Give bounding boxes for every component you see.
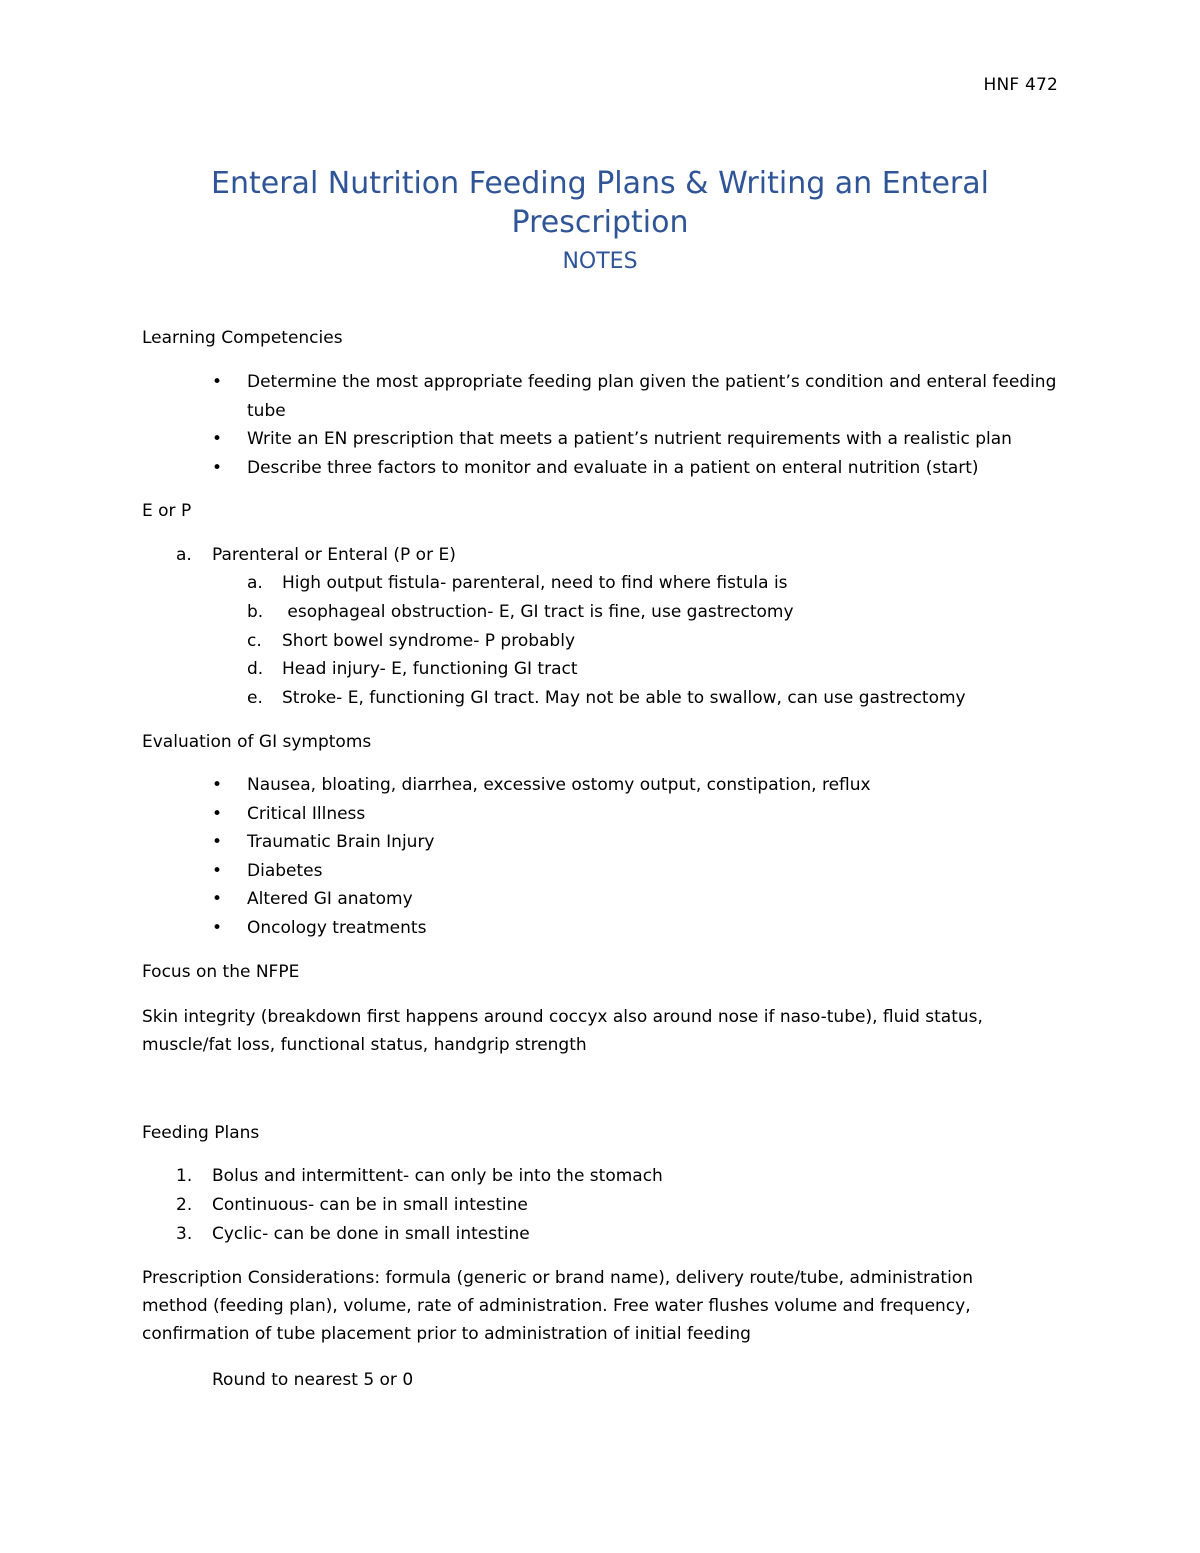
list-item: c. Short bowel syndrome- P probably bbox=[247, 630, 576, 651]
nfpe-text-line-2: muscle/fat loss, functional status, handgrip strength bbox=[142, 1035, 587, 1055]
e-or-p-outer-marker: a. bbox=[176, 545, 192, 565]
e-or-p-outer-label: Parenteral or Enteral (P or E) bbox=[212, 545, 456, 565]
bullet-icon: • bbox=[212, 889, 223, 909]
bullet-icon: • bbox=[212, 832, 223, 852]
title-line-1: Enteral Nutrition Feeding Plans & Writing an Enteral bbox=[211, 166, 989, 201]
bullet-icon: • bbox=[212, 917, 223, 938]
list-item: • Determine the most appropriate feeding plan given the patient’s condition and enteral feeding tube bbox=[142, 368, 1062, 425]
list-item: • Nausea, bloating, diarrhea, excessive ostomy output, constipation, reflux bbox=[142, 771, 1062, 800]
bullet-icon: • bbox=[212, 429, 223, 449]
list-item: • Describe three factors to monitor and evaluate in a patient on enteral nutrition (start) bbox=[142, 454, 1062, 483]
gi-heading: Evaluation of GI symptoms bbox=[142, 732, 372, 752]
page-title bbox=[0, 164, 1200, 242]
list-item: a. High output fistula- parenteral, need to find where fistula is bbox=[247, 573, 788, 593]
e-or-p-list bbox=[247, 569, 1167, 713]
list-item: 2. Continuous- can be in small intestine bbox=[176, 1194, 528, 1215]
bullet-icon: • bbox=[212, 775, 223, 795]
course-code-header: HNF 472 bbox=[983, 75, 1058, 95]
list-item: d. Head injury- E, functioning GI tract bbox=[247, 659, 578, 680]
bullet-icon: • bbox=[212, 803, 223, 824]
page-subtitle: NOTES bbox=[562, 249, 638, 274]
bullet-icon: • bbox=[212, 860, 223, 881]
prescription-line-1: Prescription Considerations: formula (generic or brand name), delivery route/tube, administration bbox=[142, 1268, 973, 1288]
list-item: • Diabetes bbox=[142, 857, 1062, 886]
prescription-line-3: confirmation of tube placement prior to administration of initial feeding bbox=[142, 1324, 751, 1344]
list-item: • Write an EN prescription that meets a patient’s nutrient requirements with a realistic plan bbox=[142, 425, 1062, 454]
list-item: • Altered GI anatomy bbox=[142, 885, 1062, 914]
nfpe-heading: Focus on the NFPE bbox=[142, 962, 300, 982]
e-or-p-heading: E or P bbox=[142, 501, 192, 521]
list-item: 3. Cyclic- can be done in small intestine bbox=[176, 1223, 530, 1244]
rounding-note: Round to nearest 5 or 0 bbox=[212, 1370, 414, 1390]
learning-list bbox=[142, 368, 1062, 482]
list-item: • Critical Illness bbox=[142, 800, 1062, 829]
list-item: b. esophageal obstruction- E, GI tract is fine, use gastrectomy bbox=[247, 601, 794, 622]
title-line-2: Prescription bbox=[511, 205, 689, 240]
gi-list bbox=[142, 771, 1062, 942]
nfpe-text-line-1: Skin integrity (breakdown first happens around coccyx also around nose if naso-tube), fluid status, bbox=[142, 1007, 983, 1027]
feeding-heading: Feeding Plans bbox=[142, 1123, 260, 1143]
bullet-icon: • bbox=[212, 457, 223, 478]
learning-heading: Learning Competencies bbox=[142, 328, 343, 348]
bullet-icon: • bbox=[212, 372, 223, 392]
feeding-list bbox=[176, 1162, 1096, 1248]
list-item: e. Stroke- E, functioning GI tract. May not be able to swallow, can use gastrectomy bbox=[247, 688, 966, 709]
list-item: • Oncology treatments bbox=[142, 914, 1062, 943]
list-item: • Traumatic Brain Injury bbox=[142, 828, 1062, 857]
list-item: 1. Bolus and intermittent- can only be into the stomach bbox=[176, 1166, 663, 1186]
prescription-line-2: method (feeding plan), volume, rate of administration. Free water flushes volume and frequency, bbox=[142, 1296, 971, 1316]
